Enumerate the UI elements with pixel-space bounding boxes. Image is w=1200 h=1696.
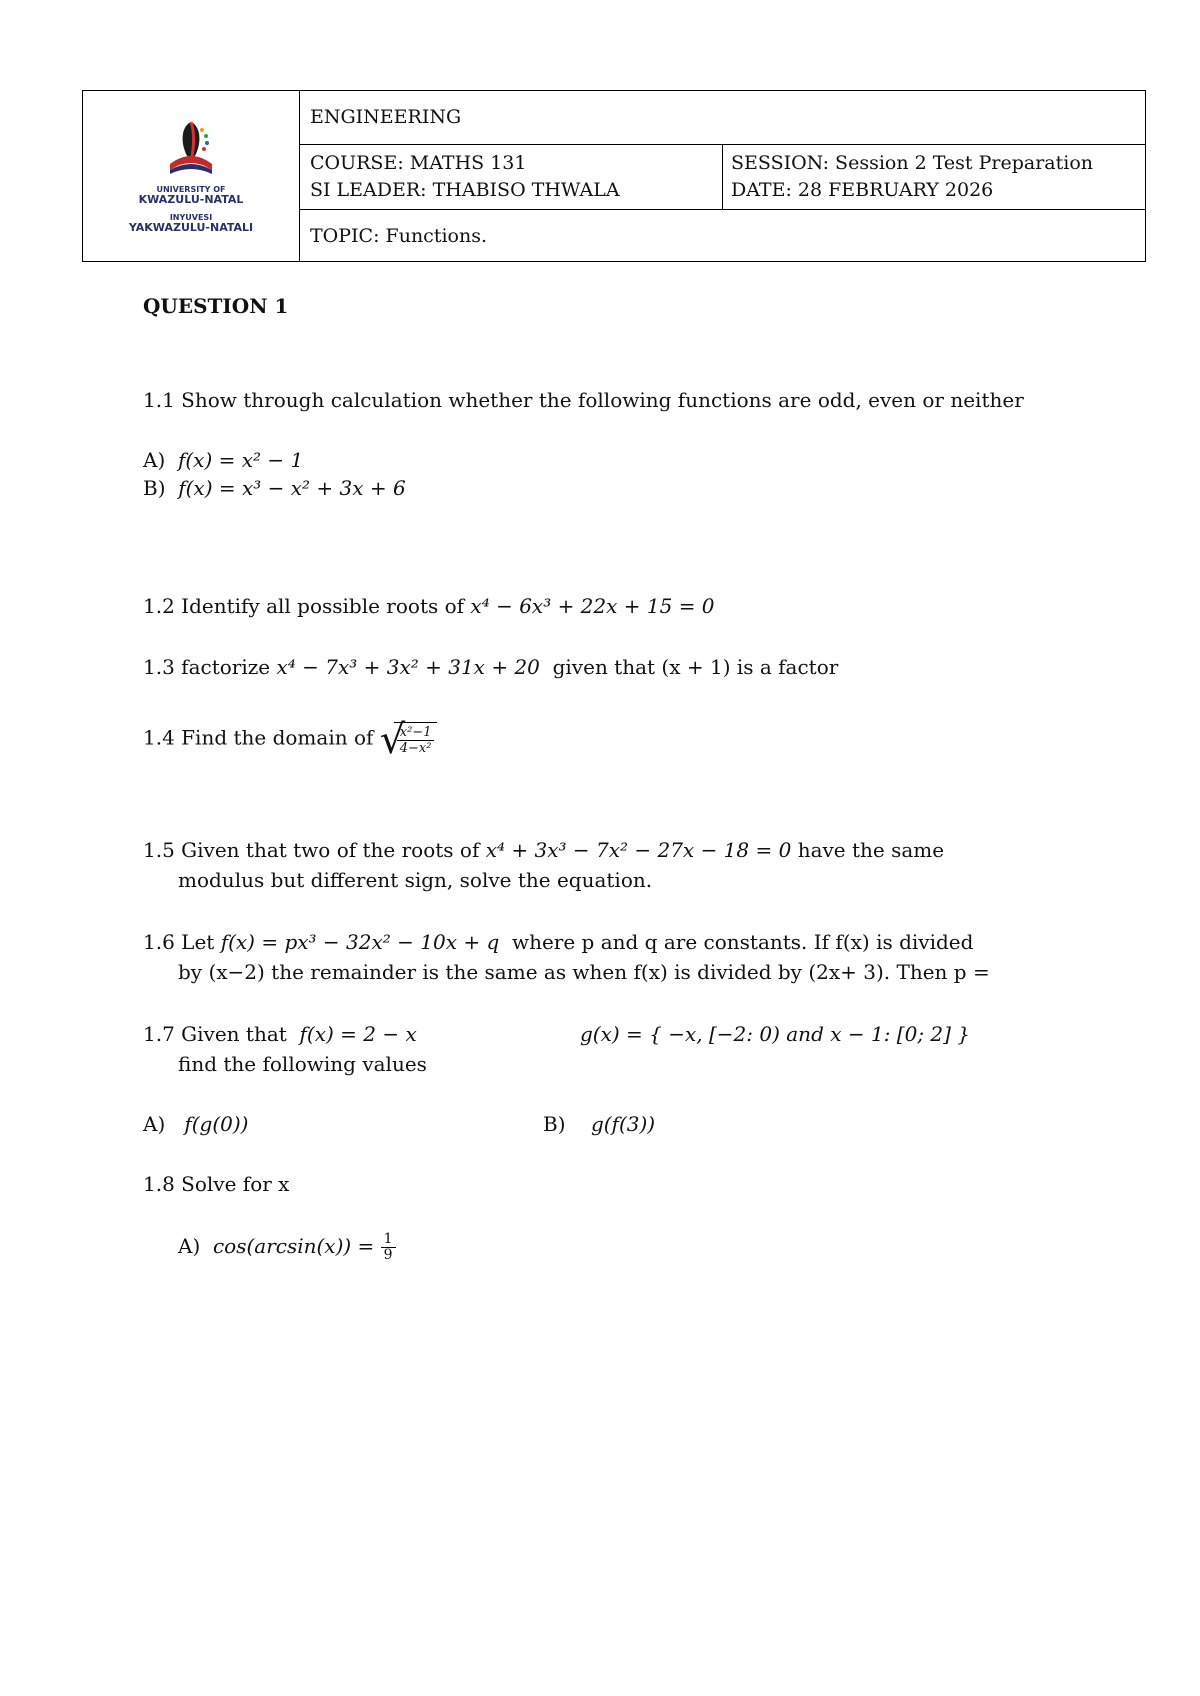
q1-2-expr: x⁴ − 6x³ + 22x + 15 = 0	[470, 594, 715, 618]
q1-5-line2: modulus but different sign, solve the equation.	[178, 868, 653, 892]
logo-line-3: INYUVESI	[169, 212, 213, 222]
q1-6-expr: f(x) = px³ − 32x² − 10x + q	[220, 930, 500, 954]
topic-label: TOPIC: Functions.	[310, 224, 487, 247]
date-label: DATE: 28 FEBRUARY 2026	[731, 179, 994, 201]
session-cell	[723, 144, 1146, 210]
q1-1-b-label: B)	[143, 476, 166, 500]
q1-2-text: 1.2 Identify all possible roots of	[143, 594, 465, 618]
q1-7-line2: find the following values	[178, 1052, 427, 1076]
q1-3-text: 1.3 factorize	[143, 655, 271, 679]
q1-3-tail: given that (x + 1) is a factor	[552, 655, 839, 679]
course-label: COURSE: MATHS 131	[310, 152, 527, 174]
q1-7-b-expr: g(f(3))	[590, 1112, 656, 1136]
question-title: QUESTION 1	[143, 294, 289, 318]
q1-1-a-expr: f(x) = x² − 1	[177, 448, 304, 472]
q1-4	[143, 717, 437, 763]
header-table	[82, 90, 1146, 262]
radical-sign-icon: √	[379, 717, 406, 763]
course-cell	[300, 144, 723, 210]
q1-5-text: 1.5 Given that two of the roots of	[143, 838, 480, 862]
q1-6-line2: by (x−2) the remainder is the same as when f(x) is divided by (2x+ 3). Then p =	[178, 960, 990, 984]
q1-8-text: 1.8 Solve for x	[143, 1172, 290, 1196]
q1-8-denominator: 9	[383, 1247, 393, 1263]
q1-4-numerator: x²−1	[397, 725, 435, 741]
q1-8-a-label: A)	[178, 1234, 201, 1258]
q1-6-tail: where p and q are constants. If f(x) is divided	[511, 930, 974, 954]
session-label: SESSION: Session 2 Test Preparation	[731, 152, 1094, 174]
q1-1-a-label: A)	[143, 448, 166, 472]
q1-7-a-expr: f(g(0))	[184, 1112, 249, 1136]
q1-2	[143, 594, 715, 618]
q1-1-a	[143, 448, 303, 472]
faculty-cell	[300, 91, 1146, 145]
q1-8-a	[178, 1232, 396, 1263]
q1-4-text: 1.4 Find the domain of	[143, 725, 374, 750]
ukzn-emblem-icon	[156, 118, 226, 180]
q1-7-f-expr: f(x) = 2 − x	[299, 1022, 417, 1046]
q1-1-b-expr: f(x) = x³ − x² + 3x + 6	[178, 476, 406, 500]
q1-3	[143, 655, 838, 679]
university-logo	[116, 118, 266, 235]
q1-4-denominator: 4−x²	[399, 741, 432, 756]
q1-6	[143, 930, 973, 954]
q1-1-text: 1.1 Show through calculation whether the following functions are odd, even or neither	[143, 388, 1024, 412]
q1-5-tail: have the same	[797, 838, 945, 862]
q1-7-g-expr: g(x) = { −x, [−2: 0) and x − 1: [0; 2] }	[580, 1022, 971, 1046]
q1-7-a	[143, 1112, 248, 1136]
faculty-label: ENGINEERING	[310, 106, 462, 129]
q1-7-b	[543, 1112, 655, 1136]
q1-5-expr: x⁴ + 3x³ − 7x² − 27x − 18 = 0	[485, 838, 792, 862]
si-leader-label: SI LEADER: THABISO THWALA	[310, 179, 620, 201]
q1-8-fraction	[381, 1232, 396, 1263]
q1-5	[143, 838, 944, 862]
q1-7-text: 1.7 Given that	[143, 1022, 287, 1046]
q1-8-a-expr: cos(arcsin(x)) =	[212, 1234, 375, 1258]
logo-line-1: UNIVERSITY OF	[156, 184, 226, 194]
q1-3-expr: x⁴ − 7x³ + 3x² + 31x + 20	[276, 655, 540, 679]
q1-7	[143, 1022, 417, 1046]
q1-7-b-label: B)	[543, 1112, 566, 1136]
topic-cell	[300, 210, 1146, 262]
logo-line-4: YAKWAZULU-NATALI	[128, 220, 254, 234]
q1-7-a-label: A)	[143, 1112, 166, 1136]
logo-line-2: KWAZULU-NATAL	[138, 192, 244, 206]
q1-8-numerator: 1	[381, 1232, 396, 1248]
q1-4-sqrt	[379, 717, 438, 763]
q1-6-text: 1.6 Let	[143, 930, 215, 954]
q1-1-b	[143, 476, 406, 500]
logo-cell	[83, 91, 300, 262]
